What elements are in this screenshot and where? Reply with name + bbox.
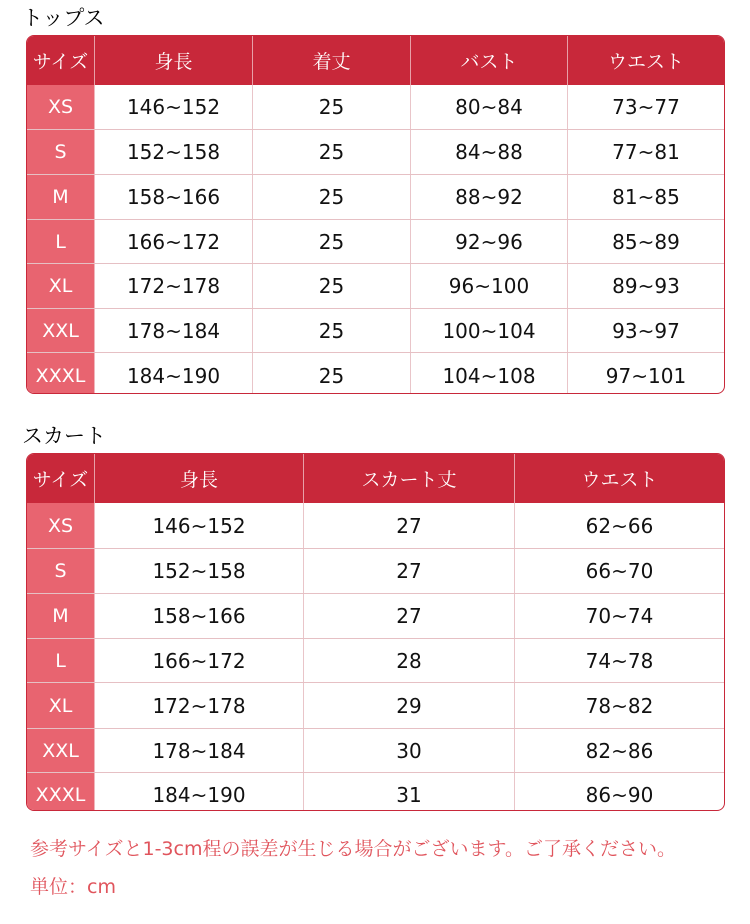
measurement-cell: 80~84 (411, 85, 568, 129)
column-header: ウエスト (607, 51, 684, 73)
size-label-cell: XXXL (27, 353, 95, 394)
table-row (27, 219, 724, 263)
table-header-row (27, 36, 724, 85)
column-header: サイズ (27, 454, 95, 503)
measurement-cell: 70~74 (585, 604, 654, 628)
table-row (27, 174, 724, 219)
measurement-cell: 27 (304, 503, 515, 548)
measurement-cell: 28 (304, 639, 515, 682)
measurement-cell: 25 (253, 353, 411, 394)
measurement-cell: 31 (304, 773, 515, 811)
measurement-cell: 82~86 (585, 738, 654, 763)
size-label-cell: XXXL (27, 773, 95, 811)
table-row (27, 728, 724, 772)
measurement-cell: 62~66 (585, 513, 654, 538)
measurement-cell: 166~172 (95, 639, 304, 682)
tops-size-table (26, 35, 725, 394)
table-row (27, 503, 724, 548)
measurement-cell: 152~158 (95, 130, 253, 174)
size-label-cell: M (27, 594, 95, 638)
size-label-cell: XXL (27, 729, 95, 772)
measurement-cell: 25 (253, 85, 411, 129)
measurement-cell: 152~158 (95, 549, 304, 593)
size-label-cell: L (27, 639, 95, 682)
table-row (27, 638, 724, 682)
measurement-cell: 96~100 (411, 264, 568, 308)
measurement-cell: 89~93 (612, 274, 680, 298)
column-header: スカート丈 (304, 454, 515, 503)
measurement-cell: 158~166 (95, 175, 253, 219)
column-header: サイズ (27, 36, 95, 85)
measurement-cell: 25 (253, 264, 411, 308)
skirt-title: スカート (22, 424, 106, 448)
column-header: 着丈 (253, 36, 411, 85)
measurement-cell: 78~82 (585, 693, 654, 718)
measurement-cell: 93~97 (612, 318, 680, 343)
measurement-cell: 178~184 (95, 309, 253, 352)
skirt-size-table (26, 453, 725, 811)
table-row (27, 352, 724, 394)
measurement-cell: 88~92 (411, 175, 568, 219)
measurement-cell: 27 (304, 594, 515, 638)
measurement-cell: 104~108 (411, 353, 568, 394)
table-header-row (27, 454, 724, 503)
column-header: バスト (411, 36, 568, 85)
measurement-cell: 184~190 (95, 773, 304, 811)
size-label-cell: XXL (27, 309, 95, 352)
measurement-cell: 100~104 (411, 309, 568, 352)
measurement-cell: 27 (304, 549, 515, 593)
column-header: 身長 (95, 454, 304, 503)
size-label-cell: XS (27, 503, 95, 548)
measurement-cell: 77~81 (612, 140, 680, 164)
table-row (27, 129, 724, 174)
table-row (27, 308, 724, 352)
measurement-cell: 25 (253, 175, 411, 219)
column-header: ウエスト (581, 469, 658, 491)
measurement-cell: 73~77 (612, 95, 680, 119)
size-label-cell: L (27, 220, 95, 263)
measurement-cell: 25 (253, 309, 411, 352)
table-row (27, 772, 724, 811)
measurement-cell: 25 (253, 220, 411, 263)
measurement-cell: 66~70 (585, 559, 654, 583)
measurement-cell: 85~89 (612, 229, 680, 254)
measurement-cell: 178~184 (95, 729, 304, 772)
measurement-cell: 74~78 (585, 648, 654, 673)
measurement-cell: 146~152 (95, 85, 253, 129)
measurement-cell: 86~90 (585, 782, 654, 807)
measurement-cell: 84~88 (411, 130, 568, 174)
measurement-cell: 172~178 (95, 264, 253, 308)
tops-title: トップス (22, 6, 105, 30)
measurement-cell: 184~190 (95, 353, 253, 394)
measurement-cell: 146~152 (95, 503, 304, 548)
unit-note: 単位：cm (30, 876, 116, 898)
measurement-cell: 81~85 (612, 185, 680, 209)
table-row (27, 263, 724, 308)
measurement-cell: 25 (253, 130, 411, 174)
table-row (27, 593, 724, 638)
size-label-cell: S (27, 130, 95, 174)
size-label-cell: XL (27, 264, 95, 308)
size-label-cell: M (27, 175, 95, 219)
measurement-cell: 29 (304, 683, 515, 728)
size-label-cell: S (27, 549, 95, 593)
measurement-cell: 30 (304, 729, 515, 772)
measurement-cell: 97~101 (605, 363, 687, 388)
measurement-cell: 158~166 (95, 594, 304, 638)
size-label-cell: XL (27, 683, 95, 728)
table-row (27, 548, 724, 593)
size-disclaimer: 参考サイズと1-3cm程の誤差が生じる場合がございます。ご了承ください。 (30, 838, 676, 860)
measurement-cell: 92~96 (411, 220, 568, 263)
measurement-cell: 172~178 (95, 683, 304, 728)
size-label-cell: XS (27, 85, 95, 129)
table-row (27, 682, 724, 728)
table-row (27, 85, 724, 129)
column-header: 身長 (95, 36, 253, 85)
measurement-cell: 166~172 (95, 220, 253, 263)
